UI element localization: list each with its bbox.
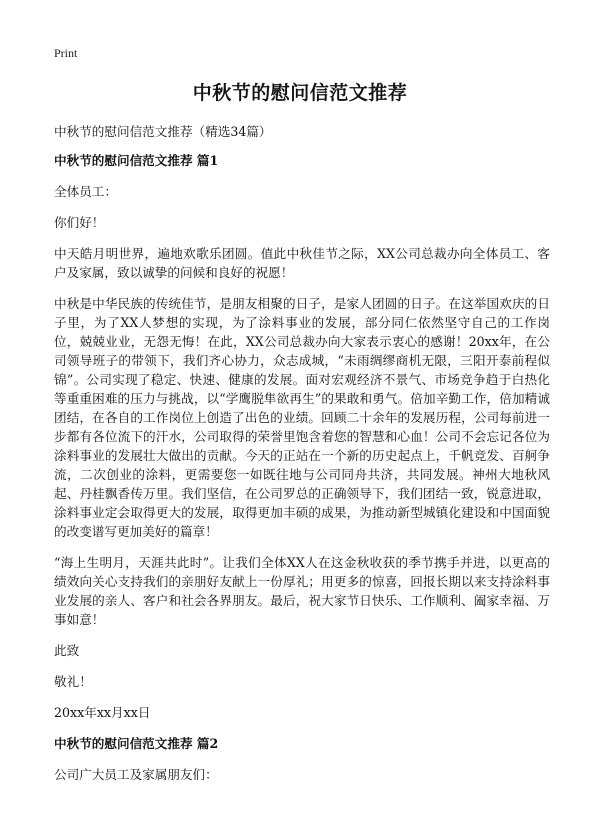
closing-line-1: 此致 <box>54 643 80 658</box>
salutation: 全体员工： <box>54 184 117 199</box>
body-paragraph-1: 中天皓月明世界，遍地欢歌乐团圆。值此中秋佳节之际，XX公司总裁办向全体员工、客户及家属，致以诚挚的问候和良好的祝愿！ <box>54 246 550 280</box>
section-2-salutation: 公司广大员工及家属朋友们： <box>54 767 218 782</box>
letter-date: 20xx年xx月xx日 <box>54 705 151 720</box>
print-label[interactable]: Print <box>54 46 78 60</box>
closing-line-2: 敬礼！ <box>54 674 92 689</box>
document-body <box>54 122 550 796</box>
section-1-heading: 中秋节的慰问信范文推荐 篇1 <box>54 153 219 168</box>
section-2-heading: 中秋节的慰问信范文推荐 篇2 <box>54 736 219 751</box>
document-subtitle: 中秋节的慰问信范文推荐（精选34篇） <box>54 124 272 139</box>
page-title: 中秋节的慰问信范文推荐 <box>192 82 408 104</box>
body-paragraph-3: “海上生明月，天涯共此时”。让我们全体XX人在这金秋收获的季节携手并进，以更高的绩效向关心支持我们的亲朋好友献上一份厚礼；用更多的惊喜，回报长期以来支持涂料事业发展的亲人、客户和社会各界朋友。最后，祝大家节日快乐、工作顺利、阖家幸福、万事如意！ <box>54 555 550 627</box>
body-paragraph-2: 中秋是中华民族的传统佳节，是朋友相聚的日子，是家人团圆的日子。在这举国欢庆的日子里，为了XX人梦想的实现，为了涂料事业的发展，部分同仁依然坚守自己的工作岗位，兢兢业业，无怨无悔！在此，XX公司总裁办向大家表示衷心的感谢！20xx年，在公司领导班子的带领下，我们齐心协力，众志成城，“未雨绸缪商机无限，三阳开泰前程似锦”。公司实现了稳定、快速、健康的发展。面对宏观经济不景气、市场竞争趋于白热化等重重困难的压力与挑战，以“学鹰脱隼欲再生”的果敢和勇气。倍加辛勤工作，倍加精诚团结，在各自的工作岗位上创造了出色的业绩。回顾二十余年的发展历程，公司每前进一步都有各位流下的汗水，公司取得的荣誉里饱含着您的智慧和心血！公司不会忘记各位为涂料事业的发展壮大做出的贡献。今天的正站在一个新的历史起点上，千帆竞发、百舸争流，二次创业的涂料，更需要您一如既往地与公司同舟共济，共同发展。神州大地秋风起、丹桂飘香传万里。我们坚信，在公司罗总的正确领导下，我们团结一致，锐意进取，涂料事业定会取得更大的发展，取得更加丰硕的成果，为推动新型城镇化建设和中国面貌的改变谱写更加美好的篇章！ <box>54 296 550 539</box>
greeting: 你们好！ <box>54 215 105 230</box>
